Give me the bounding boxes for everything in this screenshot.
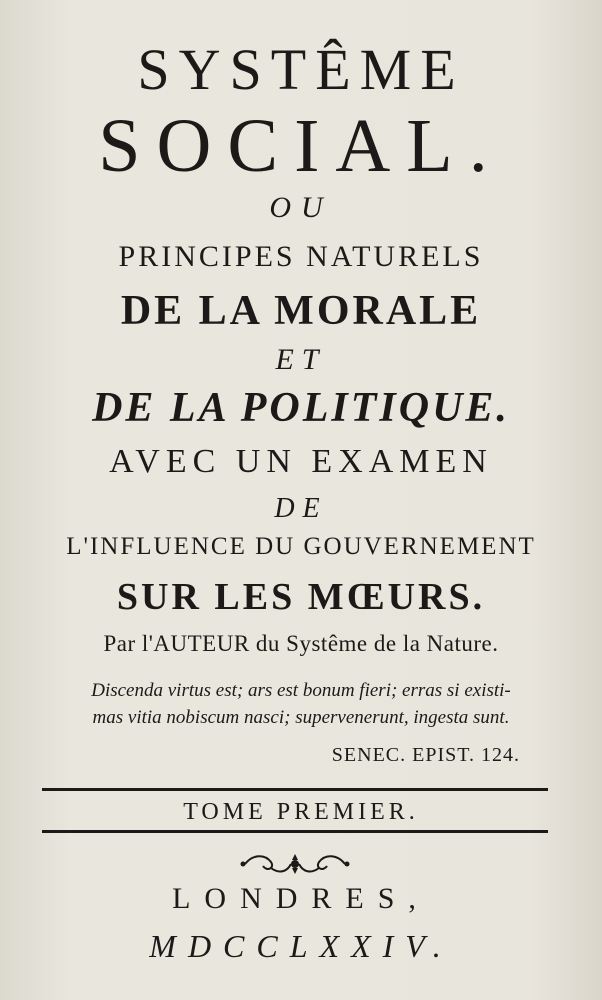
rule-bottom — [42, 830, 548, 833]
title-line-1: SYSTÊME — [137, 37, 465, 102]
imprint-year: MDCCLXXIV. — [149, 928, 453, 964]
subtitle-ou: OU — [269, 191, 333, 224]
epigraph-line-1: Discenda virtus est; ars est bonum fieri; erras si existi- — [91, 680, 511, 701]
title-line-2: SOCIAL. — [98, 104, 504, 188]
epigraph-source: SENEC. EPIST. 124. — [331, 744, 520, 766]
volume-label: TOME PREMIER. — [183, 799, 419, 825]
author-line: Par l'AUTEUR du Systême de la Nature. — [103, 631, 499, 656]
subtitle-line-2: DE LA MORALE — [120, 288, 482, 334]
subtitle-de: DE — [274, 493, 328, 524]
subtitle-line-6: SUR LES MŒURS. — [116, 576, 486, 618]
imprint-place: LONDRES, — [172, 882, 430, 915]
subtitle-line-3: DE LA POLITIQUE. — [92, 385, 510, 431]
subtitle-line-1: PRINCIPES NATURELS — [118, 240, 484, 273]
epigraph-line-2: mas vitia nobiscum nasci; supervenerunt, ingesta sunt. — [92, 707, 510, 728]
subtitle-line-4: AVEC UN EXAMEN — [109, 443, 493, 480]
floral-vignette-icon — [235, 852, 355, 876]
subtitle-et: ET — [275, 343, 327, 376]
subtitle-line-5: L'INFLUENCE DU GOUVERNEMENT — [66, 533, 536, 560]
rule-top — [42, 788, 548, 791]
